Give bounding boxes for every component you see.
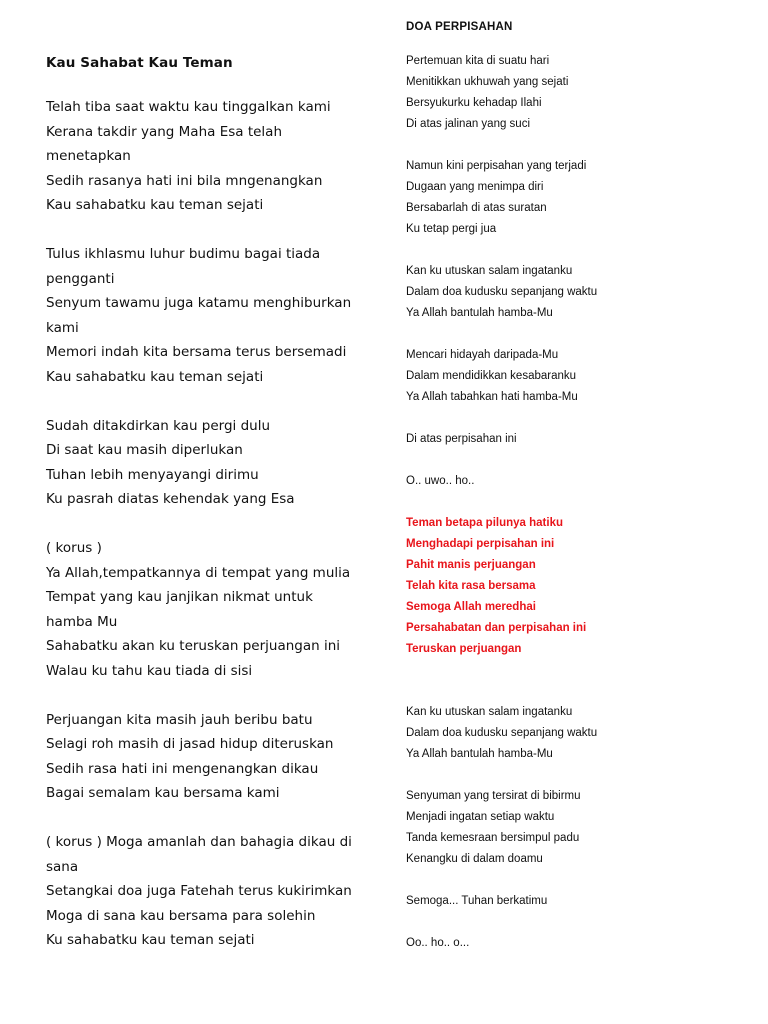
right-lyric-line: Dalam doa kudusku sepanjang waktu bbox=[406, 727, 598, 739]
right-lyric-line: Ya Allah tabahkan hati hamba-Mu bbox=[406, 391, 578, 403]
left-lyric-line: Sedih rasanya hati ini bila mngenangkan bbox=[46, 172, 323, 189]
right-lyrics-column bbox=[406, 19, 746, 975]
left-lyric-line: ( korus ) Moga amanlah dan bahagia dikau di bbox=[46, 834, 352, 850]
left-lyric-line: sana bbox=[46, 858, 79, 875]
left-stanza bbox=[46, 830, 381, 953]
left-lyric-line: Moga di sana kau bersama para solehin bbox=[46, 907, 316, 924]
right-stanza bbox=[406, 345, 746, 408]
right-song-title: DOA PERPISAHAN bbox=[406, 21, 513, 33]
left-stanza bbox=[46, 414, 381, 512]
left-stanzas bbox=[46, 95, 381, 953]
left-lyric-line: pengganti bbox=[46, 270, 115, 287]
left-stanza bbox=[46, 536, 381, 683]
right-lyric-line: Pertemuan kita di suatu hari bbox=[406, 55, 550, 67]
right-lyric-line: Kan ku utuskan salam ingatanku bbox=[406, 706, 573, 718]
right-stanza bbox=[406, 471, 746, 492]
left-lyric-line: menetapkan bbox=[46, 148, 131, 164]
right-stanza bbox=[406, 933, 746, 954]
right-lyric-line: Dalam mendidikkan kesabaranku bbox=[406, 370, 577, 382]
right-stanza bbox=[406, 51, 746, 135]
right-stanzas bbox=[406, 51, 746, 954]
right-lyric-line: Telah kita rasa bersama bbox=[406, 580, 536, 592]
left-lyric-line: Tulus ikhlasmu luhur budimu bagai tiada bbox=[46, 246, 321, 262]
right-lyric-line: Senyuman yang tersirat di bibirmu bbox=[406, 790, 581, 802]
left-lyric-line: Kau sahabatku kau teman sejati bbox=[46, 197, 264, 213]
left-lyric-line: Ku sahabatku kau teman sejati bbox=[46, 932, 255, 948]
left-lyric-line: Di saat kau masih diperlukan bbox=[46, 442, 243, 458]
right-lyric-line: Tanda kemesraan bersimpul padu bbox=[406, 832, 580, 844]
left-lyric-line: Tuhan lebih menyayangi dirimu bbox=[46, 466, 259, 483]
left-lyric-line: kami bbox=[46, 319, 79, 336]
left-lyric-line: Memori indah kita bersama terus bersemadi bbox=[46, 344, 347, 360]
right-lyric-line: Bersabarlah di atas suratan bbox=[406, 202, 547, 214]
right-lyric-line: Teman betapa pilunya hatiku bbox=[406, 517, 563, 529]
right-lyric-line: Kenangku di dalam doamu bbox=[406, 853, 543, 865]
left-lyric-line: Telah tiba saat waktu kau tinggalkan kami bbox=[46, 99, 331, 115]
left-lyric-line: Ku pasrah diatas kehendak yang Esa bbox=[46, 491, 295, 507]
left-lyric-line: Senyum tawamu juga katamu menghiburkan bbox=[46, 295, 352, 311]
right-lyric-line: Dalam doa kudusku sepanjang waktu bbox=[406, 286, 598, 298]
left-lyric-line: Kau sahabatku kau teman sejati bbox=[46, 368, 264, 385]
right-lyric-line: Semoga... Tuhan berkatimu bbox=[406, 895, 548, 907]
right-lyric-line: Persahabatan dan perpisahan ini bbox=[406, 622, 587, 634]
right-lyric-line: Di atas jalinan yang suci bbox=[406, 118, 531, 130]
right-lyric-line: Ku tetap pergi jua bbox=[406, 223, 497, 235]
left-lyric-line: Tempat yang kau janjikan nikmat untuk bbox=[46, 589, 313, 605]
right-lyric-line: Menjadi ingatan setiap waktu bbox=[406, 811, 555, 823]
right-lyric-line: Menghadapi perpisahan ini bbox=[406, 538, 555, 550]
left-lyric-line: Sedih rasa hati ini mengenangkan dikau bbox=[46, 760, 319, 777]
right-lyric-line: Oo.. ho.. o... bbox=[406, 937, 470, 949]
left-stanza bbox=[46, 95, 381, 218]
left-stanza bbox=[46, 708, 381, 806]
left-lyrics-column bbox=[46, 53, 381, 977]
right-lyric-line: O.. uwo.. ho.. bbox=[406, 475, 475, 487]
left-lyric-line: Kerana takdir yang Maha Esa telah bbox=[46, 123, 282, 140]
right-lyric-line: Dugaan yang menimpa diri bbox=[406, 181, 544, 193]
right-stanza bbox=[406, 156, 746, 240]
right-lyric-line: Di atas perpisahan ini bbox=[406, 433, 517, 445]
left-lyric-line: Ya Allah,tempatkannya di tempat yang mulia bbox=[46, 564, 351, 581]
right-lyric-line: Ya Allah bantulah hamba-Mu bbox=[406, 307, 553, 319]
left-lyric-line: Bagai semalam kau bersama kami bbox=[46, 785, 280, 801]
right-lyric-line: Namun kini perpisahan yang terjadi bbox=[406, 160, 587, 172]
left-stanza bbox=[46, 242, 381, 389]
right-stanza bbox=[406, 429, 746, 450]
right-lyric-line: Bersyukurku kehadap Ilahi bbox=[406, 97, 542, 109]
left-lyric-line: Sudah ditakdirkan kau pergi dulu bbox=[46, 417, 271, 434]
right-lyric-line: Kan ku utuskan salam ingatanku bbox=[406, 265, 573, 277]
left-lyric-line: Selagi roh masih di jasad hidup diteruskan bbox=[46, 736, 334, 752]
left-song-title: Kau Sahabat Kau Teman bbox=[46, 55, 233, 71]
right-stanza bbox=[406, 261, 746, 324]
left-lyric-line: Setangkai doa juga Fatehah terus kukirimkan bbox=[46, 883, 352, 899]
left-lyric-line: Walau ku tahu kau tiada di sisi bbox=[46, 662, 253, 679]
left-lyric-line: hamba Mu bbox=[46, 613, 118, 630]
right-lyric-line: Teruskan perjuangan bbox=[406, 643, 522, 655]
left-lyric-line: Perjuangan kita masih jauh beribu batu bbox=[46, 711, 313, 728]
right-lyric-line: Pahit manis perjuangan bbox=[406, 559, 536, 571]
right-lyric-line: Mencari hidayah daripada-Mu bbox=[406, 349, 559, 361]
right-stanza bbox=[406, 891, 746, 912]
left-lyric-line: ( korus ) bbox=[46, 540, 102, 556]
left-lyric-line: Sahabatku akan ku teruskan perjuangan ini bbox=[46, 638, 341, 654]
right-stanza bbox=[406, 513, 746, 660]
right-lyric-line: Semoga Allah meredhai bbox=[406, 601, 536, 613]
right-stanza bbox=[406, 786, 746, 870]
right-lyric-line: Menitikkan ukhuwah yang sejati bbox=[406, 76, 569, 88]
right-lyric-line: Ya Allah bantulah hamba-Mu bbox=[406, 748, 553, 760]
right-stanza bbox=[406, 702, 746, 765]
